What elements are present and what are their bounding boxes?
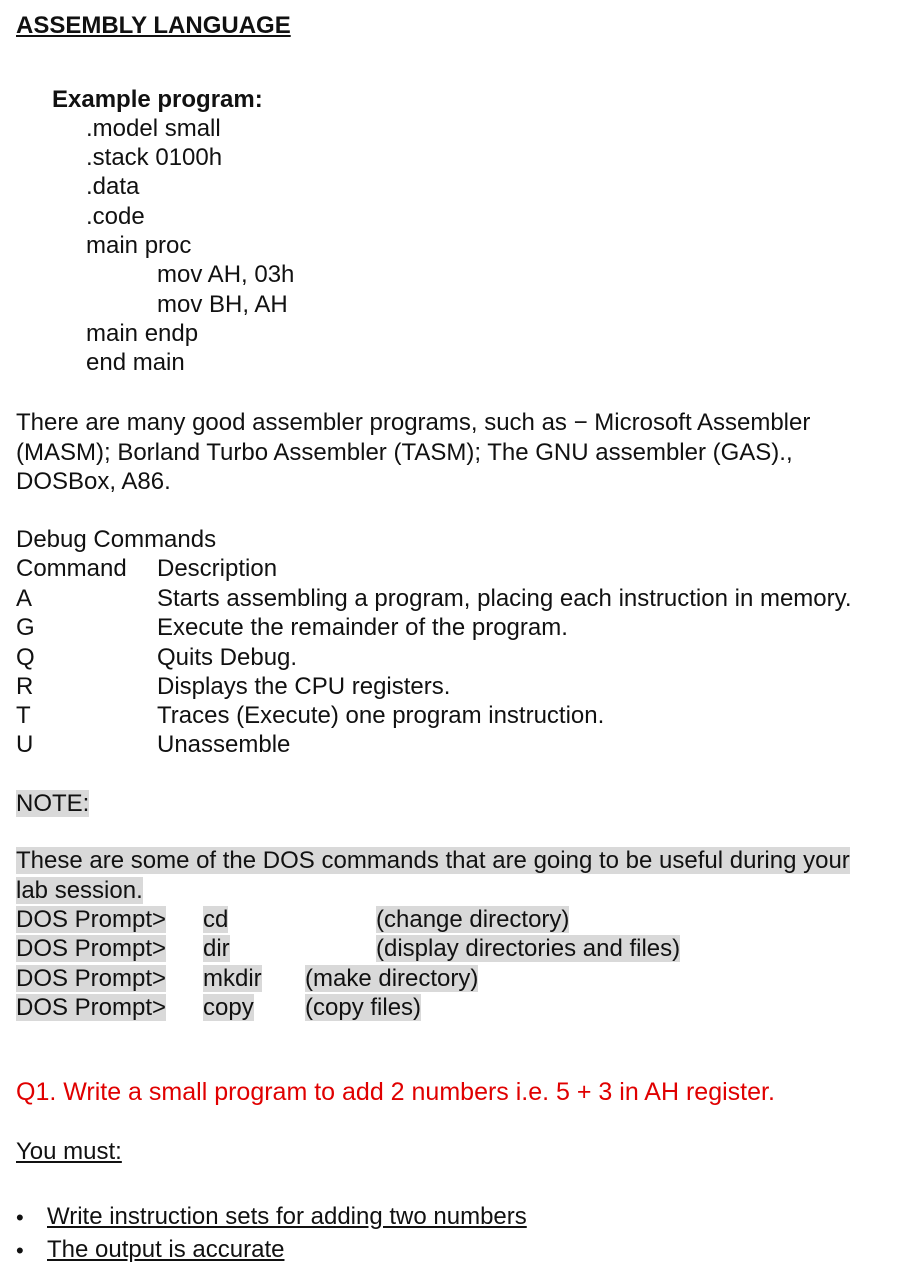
bullet-icon: • — [16, 1205, 24, 1230]
dos-command: copy — [203, 994, 254, 1021]
debug-col-description: Description — [157, 555, 278, 582]
debug-col-command: Command — [16, 555, 127, 582]
dos-command: cd — [203, 906, 229, 933]
debug-description: Traces (Execute) one program instruction. — [157, 702, 605, 729]
requirement-item: Write instruction sets for adding two numbers — [47, 1203, 527, 1230]
code-line: .data — [86, 173, 140, 200]
document-title: ASSEMBLY LANGUAGE — [16, 12, 291, 39]
note-label: NOTE: — [16, 790, 90, 817]
debug-command: Q — [16, 644, 35, 671]
debug-description: Unassemble — [157, 731, 291, 758]
dos-description: (display directories and files) — [376, 935, 681, 962]
code-line: .model small — [86, 115, 221, 142]
dos-description: (change directory) — [376, 906, 570, 933]
dos-command: dir — [203, 935, 230, 962]
debug-command: A — [16, 585, 33, 612]
code-line: main proc — [86, 232, 192, 259]
code-line: .stack 0100h — [86, 144, 223, 171]
debug-command: U — [16, 731, 34, 758]
debug-description: Starts assembling a program, placing each instruction in memory. — [157, 585, 852, 612]
debug-description: Displays the CPU registers. — [157, 673, 451, 700]
question-text: Q1. Write a small program to add 2 numbers i.e. 5 + 3 in AH register. — [16, 1078, 775, 1106]
dos-prompt: DOS Prompt> — [16, 935, 167, 962]
debug-heading: Debug Commands — [16, 526, 217, 553]
code-line: .code — [86, 203, 145, 230]
code-line: mov AH, 03h — [157, 261, 295, 288]
dos-description: (copy files) — [305, 994, 422, 1021]
debug-description: Quits Debug. — [157, 644, 298, 671]
bullet-icon: • — [16, 1238, 24, 1263]
requirement-item: The output is accurate — [47, 1236, 285, 1263]
debug-description: Execute the remainder of the program. — [157, 614, 568, 641]
assemblers-paragraph: There are many good assembler programs, such as − Microsoft Assembler (MASM); Borland Turbo Assembler (TASM); The GNU assembler (GAS)., DOSBox, A86. — [16, 409, 811, 495]
debug-command: G — [16, 614, 35, 641]
example-heading: Example program: — [52, 86, 263, 113]
code-line: end main — [86, 349, 185, 376]
dos-prompt: DOS Prompt> — [16, 965, 167, 992]
debug-command: T — [16, 702, 31, 729]
dos-prompt: DOS Prompt> — [16, 906, 167, 933]
code-line: mov BH, AH — [157, 291, 288, 318]
dos-description: (make directory) — [305, 965, 479, 992]
note-intro-block — [16, 846, 856, 905]
code-line: main endp — [86, 320, 199, 347]
note-intro: These are some of the DOS commands that are going to be useful during your lab session. — [16, 847, 850, 904]
debug-command: R — [16, 673, 34, 700]
dos-prompt: DOS Prompt> — [16, 994, 167, 1021]
must-label: You must: — [16, 1138, 122, 1165]
dos-command: mkdir — [203, 965, 262, 992]
